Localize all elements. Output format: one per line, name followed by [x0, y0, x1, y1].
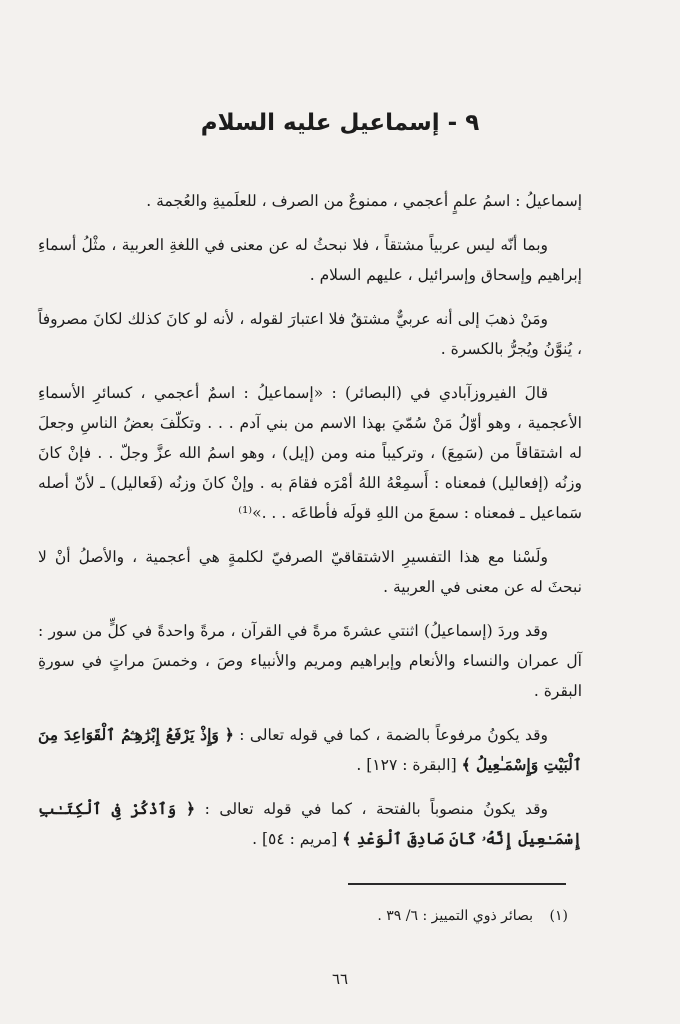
main-text [38, 186, 582, 868]
quran-verse: ﴿ وَٱذْكُرْ فِى ٱلْكِتَـٰبِ إِسْمَـٰعِيلَ إِنَّهُۥ كَانَ صَادِقَ ٱلْوَعْدِ ﴾ [38, 799, 582, 848]
verse-intro: وقد يكونُ مرفوعاً بالضمة ، كما في قوله تعالى : [239, 726, 548, 744]
chapter-title: ٩ - إسماعيل عليه السلام [200, 110, 480, 136]
paragraph-1: إسماعيلُ : اسمُ علمٍ أعجمي ، ممنوعٌ من الصرف ، للعلَميةِ والعُجمة . [146, 192, 582, 210]
page-number: ٦٦ [331, 970, 349, 988]
verse-reference: [البقرة : ١٢٧] . [356, 756, 457, 774]
verse-intro: وقد يكونُ منصوباً بالفتحة ، كما في قوله تعالى : [204, 800, 548, 818]
footnote-text: بصائر ذوي التمييز : ٦/ ٣٩ . [377, 908, 534, 924]
paragraph-5: ولَسْنا مع هذا التفسيرِ الاشتقاقيّ الصرفيّ لكلمةٍ هي أعجمية ، والأصلُ أنْ لا نبحثَ له عن معنى في العربية . [38, 548, 582, 596]
footnote-number: (١) [549, 908, 568, 924]
paragraph-7-verse [38, 720, 582, 780]
paragraph-3: ومَنْ ذهبَ إلى أنه عربيٌّ مشتقٌ فلا اعتبارَ لقوله ، لأنه لو كانَ كذلك لكانَ مصروفاً ، يُنوَّنُ ويُجرُّ بالكسرة . [38, 310, 582, 358]
quran-verse: ﴿ وَإِذْ يَرْفَعُ إِبْرَٰهِـۧمُ ٱلْقَوَاعِدَ مِنَ ٱلْبَيْتِ وَإِسْمَـٰعِيلُ ﴾ [38, 725, 582, 774]
paragraph-2: وبما أنّه ليس عربياً مشتقاً ، فلا نبحثُ له عن معنى في اللغةِ العربية ، مثْلُ أسماءِ إبراهيم وإسحاق وإسرائيل ، عليهم السلام . [38, 236, 582, 284]
paragraph-8-verse [38, 794, 582, 854]
footnote-divider [348, 883, 566, 885]
verse-reference: [مريم : ٥٤] . [252, 830, 338, 848]
paragraph-6: وقد وردَ (إسماعيلُ) اثنتي عشرةَ مرةً في القرآن ، مرةً واحدةً في كلٍّ من سور : آل عمران والنساء والأنعام وإبراهيم ومريم والأنبياء وصَ ، وخمسَ مراتٍ في سورةِ البقرة . [38, 622, 582, 700]
paragraph-4-quote: قالَ الفيروزآبادي في (البصائر) : «إسماعيلُ : اسمٌ أعجمي ، كسائرِ الأسماءِ الأعجمية ، وهو أوّلُ مَنْ سُمّيَ بهذا الاسم من بني آدم . . . وتكلّفَ بعضُ الناسِ وجعلَ له اشتقاقاً من (سَمِعَ) ، وتركيباً منه ومن (إيل) ، وهو اسمُ الله عزَّ وجلّ . . فإنْ كانَ وزنُه (إفعاليل) فمعناه : أَسمِعْهُ اللهُ أمْرَه فقامَ به . وإنْ كانَ وزنُه (فَعاليل) ـ لأنّ أصله سَماعيل ـ فمعناه : سمعَ من اللهِ قولَه فأطاعَه . . .»⁽¹⁾ [38, 384, 582, 522]
footnote [38, 908, 568, 924]
